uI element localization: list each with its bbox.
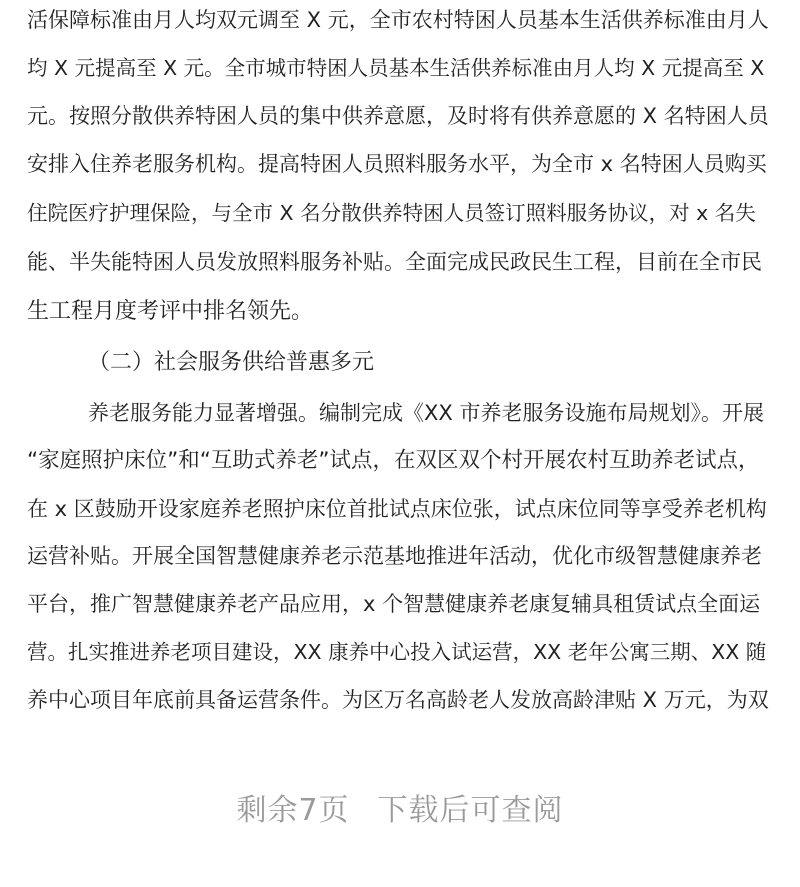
paragraph-line: 在 x 区鼓励开设家庭养老照护床位首批试点床位张，试点床位同等享受养老机构 [27,497,767,521]
remaining-pages-label: 剩余7页 [236,793,350,828]
paragraph-line: 平台，推广智慧健康养老产品应用，x 个智慧健康养老康复辅具租赁试点全面运 [27,592,761,616]
paragraph-line: 能、半失能特困人员发放照料服务补贴。全面完成民政民生工程，目前在全市民 [27,250,762,274]
section-heading: （二）社会服务供给普惠多元 [88,350,375,375]
paragraph-line: 营。扎实推进养老项目建设，XX 康养中心投入试运营，XX 老年公寓三期、XX 随 [27,640,767,664]
paragraph-line: 养老服务能力显著增强。编制完成《XX 市养老服务设施布局规划》。开展 [88,401,764,425]
download-prompt[interactable] [0,785,800,829]
paragraph-line: 均 X 元提高至 X 元。全市城市特困人员基本生活供养标准由月人均 X 元提高至 X [27,56,765,80]
paragraph-line: “家庭照护床位”和“互助式养老”试点，在双区双个村开展农村互助养老试点， [27,448,760,473]
paragraph-line: 运营补贴。开展全国智慧健康养老示范基地推进年活动，优化市级智慧健康养老 [27,544,762,568]
download-hint-label: 下载后可查阅 [377,793,564,828]
paragraph-line: 元。按照分散供养特困人员的集中供养意愿，及时将有供养意愿的 X 名特困人员 [27,104,769,128]
paragraph-line: 住院医疗护理保险，与全市 X 名分散供养特困人员签订照料服务协议，对 x 名失 [27,201,756,225]
paragraph-line: 活保障标准由月人均双元调至 X 元，全市农村特困人员基本生活供养标准由月人 [27,8,769,32]
paragraph-line: 安排入住养老服务机构。提高特困人员照料服务水平，为全市 x 名特困人员购买 [27,152,767,176]
paragraph-line: 养中心项目年底前具备运营条件。为区万名高龄老人发放高龄津贴 X 万元，为双 [27,688,769,712]
paragraph-line: 生工程月度考评中排名领先。 [27,299,314,324]
